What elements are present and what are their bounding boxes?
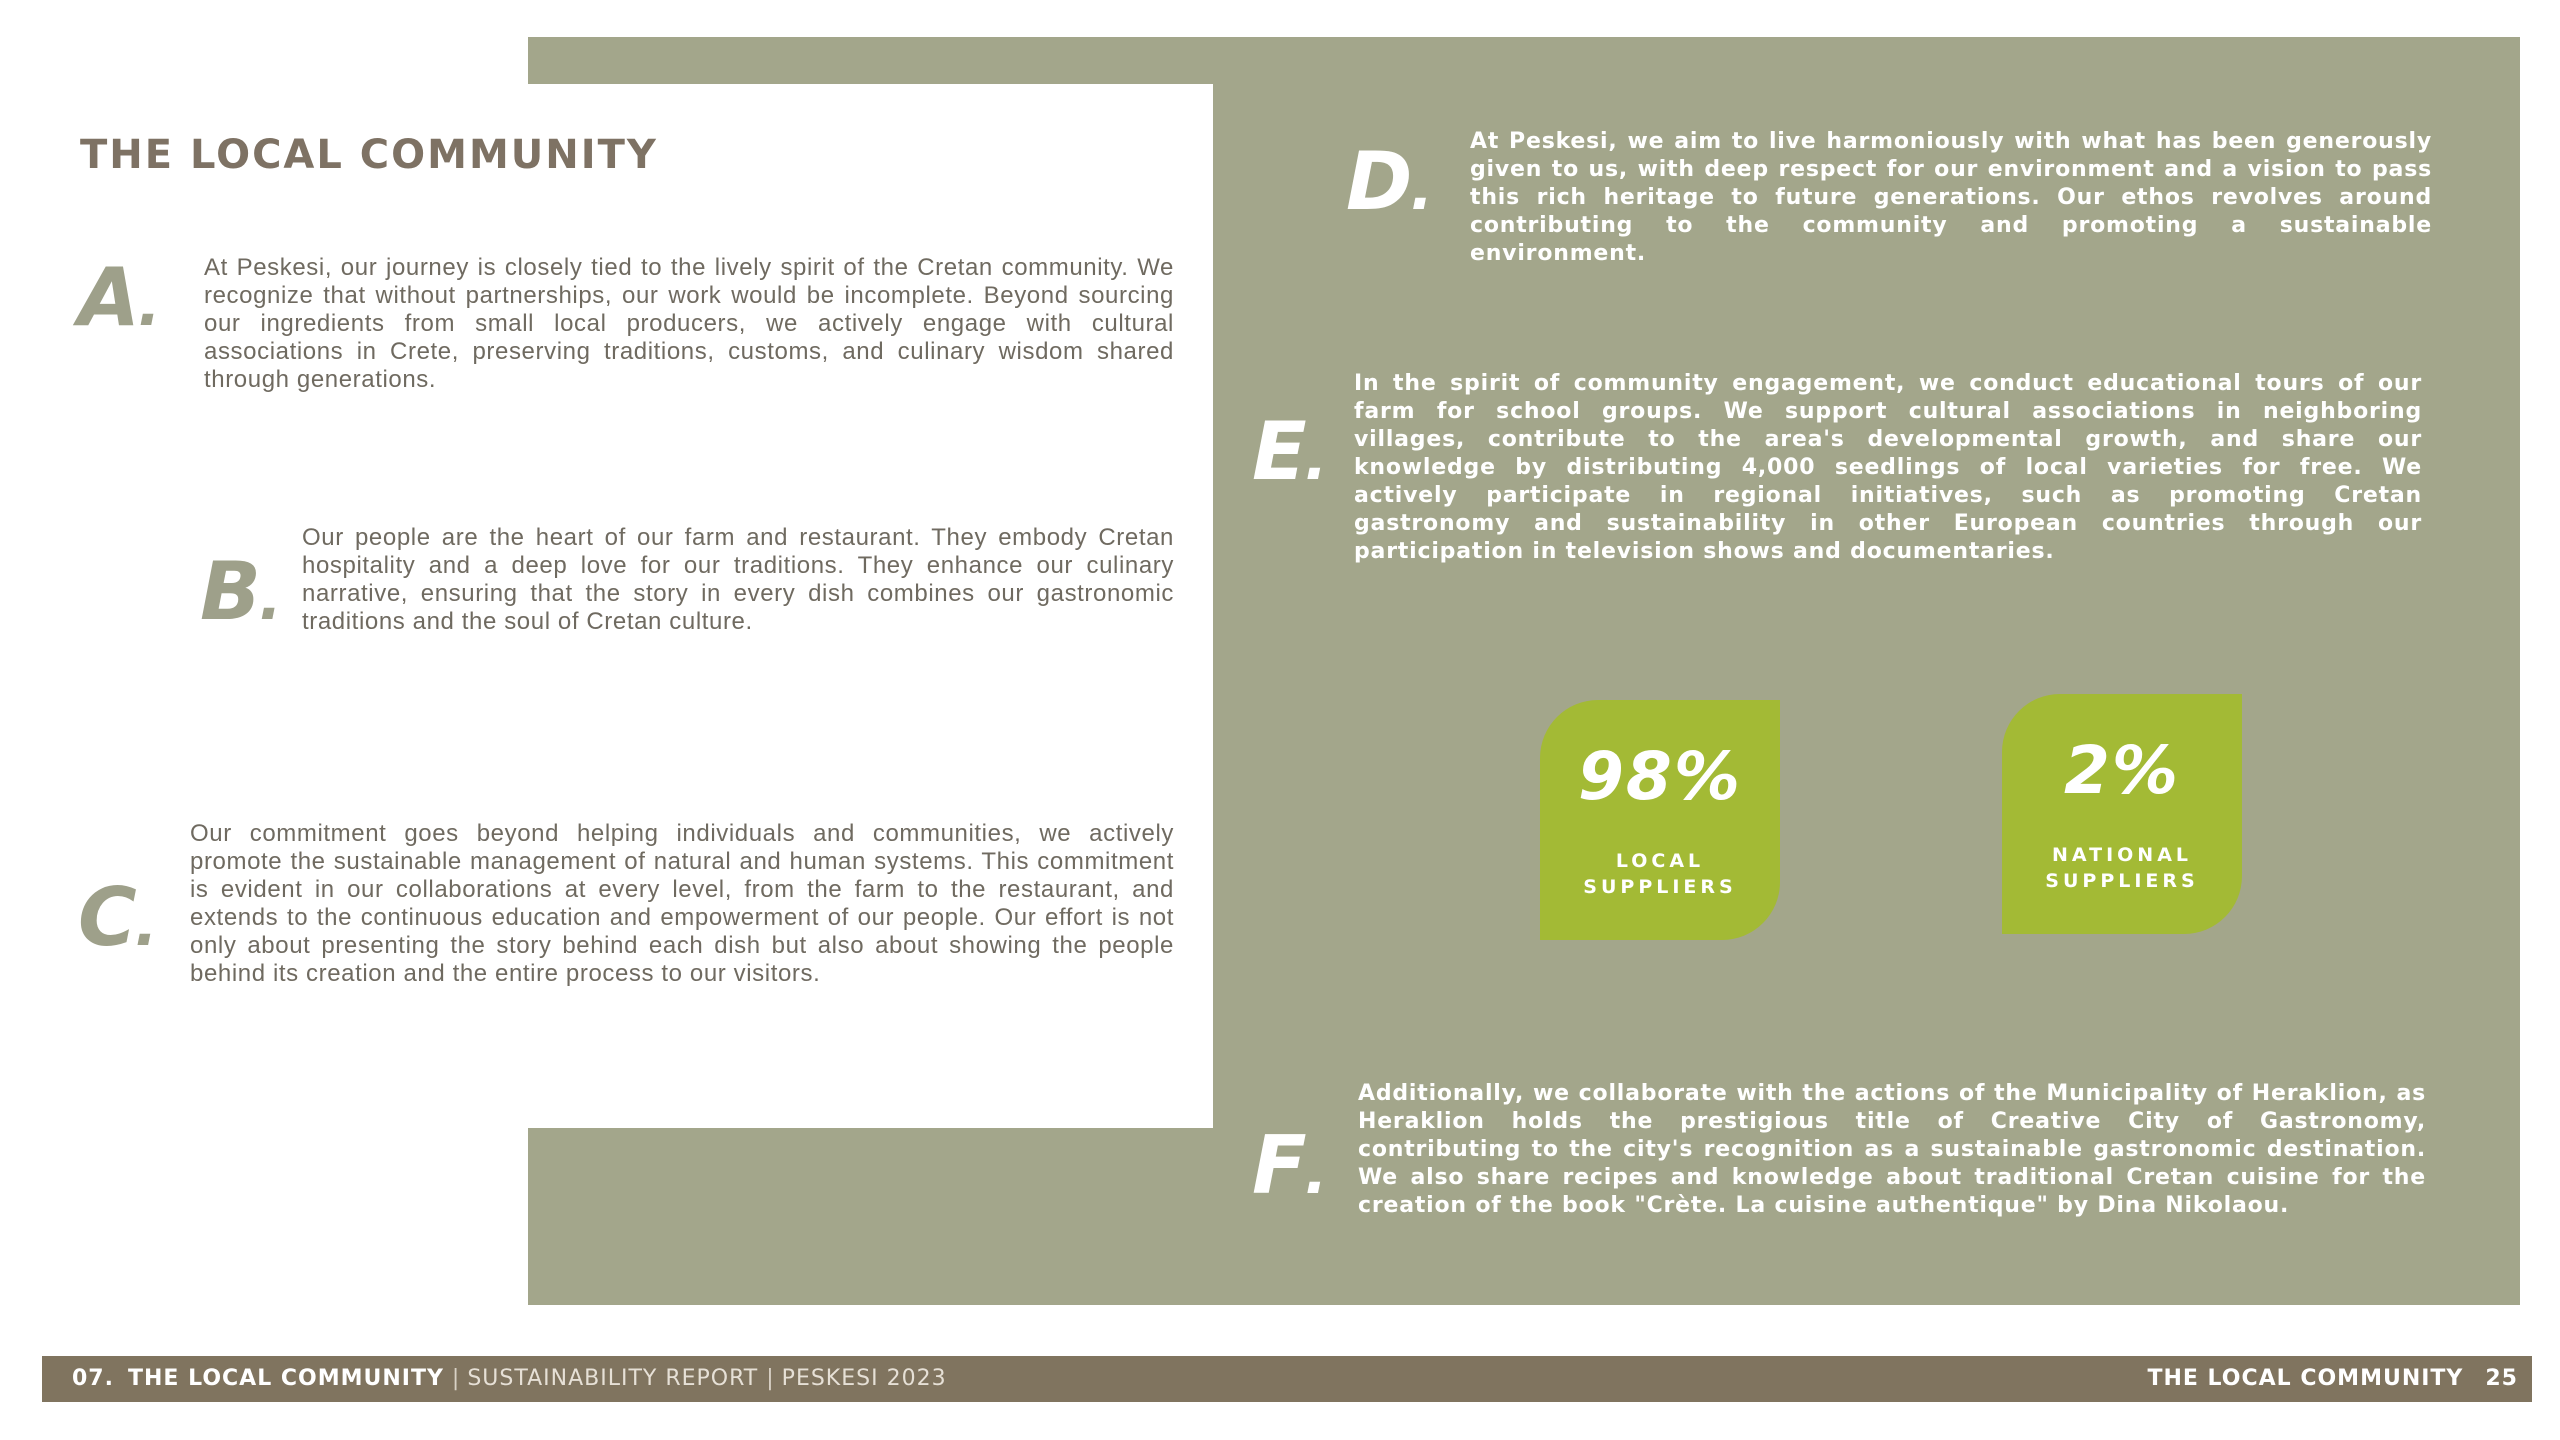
footer-page-number: 25: [2485, 1366, 2518, 1391]
section-f-letter: F.: [1252, 1119, 1326, 1212]
page-title: THE LOCAL COMMUNITY: [80, 132, 658, 178]
section-d-letter: D.: [1346, 135, 1432, 228]
section-b-letter: B.: [200, 545, 280, 638]
footer-chapter-title: THE LOCAL COMMUNITY: [127, 1366, 444, 1391]
national-suppliers-percentage: 2%: [2063, 732, 2181, 809]
footer-right-title: THE LOCAL COMMUNITY: [2147, 1366, 2464, 1391]
footer-report-name: SUSTAINABILITY REPORT: [467, 1366, 759, 1391]
section-d-text: At Peskesi, we aim to live harmoniously with what has been generously given to us, with deep respect for our environment and a vision to pass this rich heritage to future generations. Our ethos revolves around contributing to the community and promoting a sustainable environment.: [1470, 129, 2432, 266]
footer-right: [2147, 1366, 2518, 1391]
section-e-text: In the spirit of community engagement, we conduct educational tours of our farm for school groups. We support cultural associations in neighboring villages, contribute to the area's developmental growth, and share our knowledge by distributing 4,000 seedlings of local varieties for free. We actively participate in regional initiatives, such as promoting Cretan gastronomy and sustainability in other European countries through our participation in television shows and documentaries.: [1354, 371, 2422, 564]
section-a-letter: A.: [78, 251, 159, 344]
footer-chapter-number: 07.: [72, 1366, 114, 1391]
section-c-letter: C.: [78, 871, 156, 964]
local-suppliers-stat-card: [1540, 700, 1780, 940]
section-f-text: Additionally, we collaborate with the actions of the Municipality of Heraklion, as Heraklion holds the prestigious title of Creative City of Gastronomy, contributing to the city's recognition as a sustainable gastronomic destination. We also share recipes and knowledge about traditional Cretan cuisine for the creation of the book "Crète. La cuisine authentique" by Dina Nikolaou.: [1358, 1081, 2426, 1218]
section-b-text: Our people are the heart of our farm and restaurant. They embody Cretan hospitality and a deep love for our traditions. They enhance our culinary narrative, ensuring that the story in every dish combines our gastronomic traditions and the soul of Cretan culture.: [302, 524, 1174, 635]
section-c-text: Our commitment goes beyond helping individuals and communities, we actively promote the sustainable management of natural and human systems. This commitment is evident in our collaborations at every level, from the farm to the restaurant, and extends to the continuous education and empowerment of our people. Our effort is not only about presenting the story behind each dish but also about showing the people behind its creation and the entire process to our visitors.: [190, 820, 1174, 987]
national-suppliers-label: NATIONAL SUPPLIERS: [2045, 844, 2199, 892]
local-suppliers-percentage: 98%: [1578, 738, 1742, 815]
local-suppliers-label: LOCAL SUPPLIERS: [1583, 850, 1737, 898]
national-suppliers-stat-card: [2002, 694, 2242, 934]
footer-left: 07. THE LOCAL COMMUNITY | SUSTAINABILITY REPORT | PESKESI 2023: [72, 1366, 947, 1391]
footer-bar: [42, 1356, 2532, 1402]
section-e-letter: E.: [1252, 405, 1326, 498]
footer-org-year: PESKESI 2023: [781, 1366, 947, 1391]
section-a-text: At Peskesi, our journey is closely tied to the lively spirit of the Cretan community. We recognize that without partnerships, our work would be incomplete. Beyond sourcing our ingredients from small local producers, we actively engage with cultural associations in Crete, preserving traditions, customs, and culinary wisdom shared through generations.: [204, 254, 1174, 393]
